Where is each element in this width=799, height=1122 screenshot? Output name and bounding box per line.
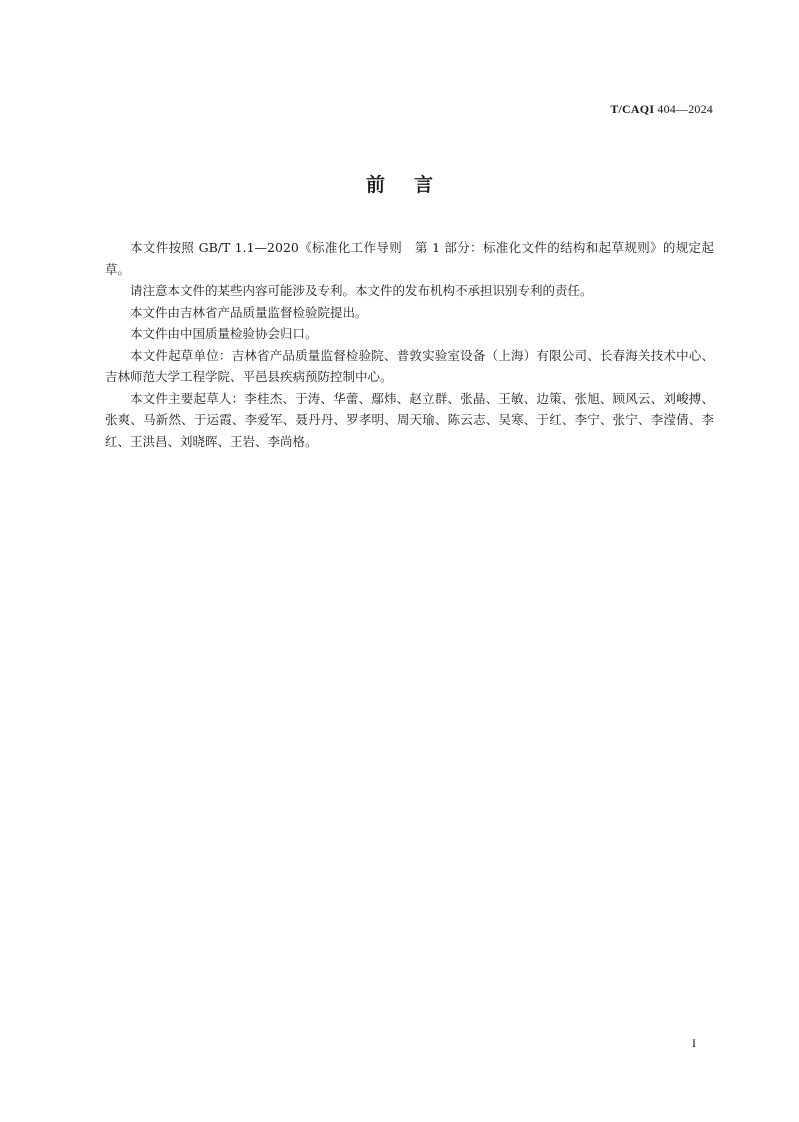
paragraph-proposer: 本文件由吉林省产品质量监督检验院提出。: [130, 304, 368, 320]
document-code-prefix: T/CAQI: [610, 102, 655, 116]
document-code: [610, 102, 713, 117]
paragraph-drafting-units: 本文件起草单位：吉林省产品质量监督检验院、普敦实验室设备（上海）有限公司、长春海关技术中心、吉林师范大学工程学院、平邑县疾病预防控制中心。: [105, 347, 714, 384]
page-title: 前言: [365, 174, 462, 196]
paragraph-centralized-by: 本文件由中国质量检验协会归口。: [130, 326, 318, 341]
document-code-number: 404—2024: [657, 102, 713, 116]
foreword-body: [105, 237, 714, 452]
page-number: I: [692, 1036, 696, 1050]
paragraph-drafters: 本文件主要起草人：李桂杰、于涛、华蕾、鄢炜、赵立群、张晶、王敏、边策、张旭、顾风云、刘峻搏、张爽、马新然、于运霞、李爱军、聂丹丹、罗孝明、周天瑜、陈云志、吴寒、于红、李宁、张宁、李滢倩、李红、王洪昌、刘晓晖、王岩、李尚格。: [105, 390, 714, 449]
paragraph-drafting-rules: 本文件按照 GB/T 1.1—2020《标准化工作导则 第 1 部分：标准化文件的结构和起草规则》的规定起草。: [105, 240, 714, 277]
paragraph-patent-notice: 请注意本文件的某些内容可能涉及专利。本文件的发布机构不承担识别专利的责任。: [130, 283, 593, 298]
